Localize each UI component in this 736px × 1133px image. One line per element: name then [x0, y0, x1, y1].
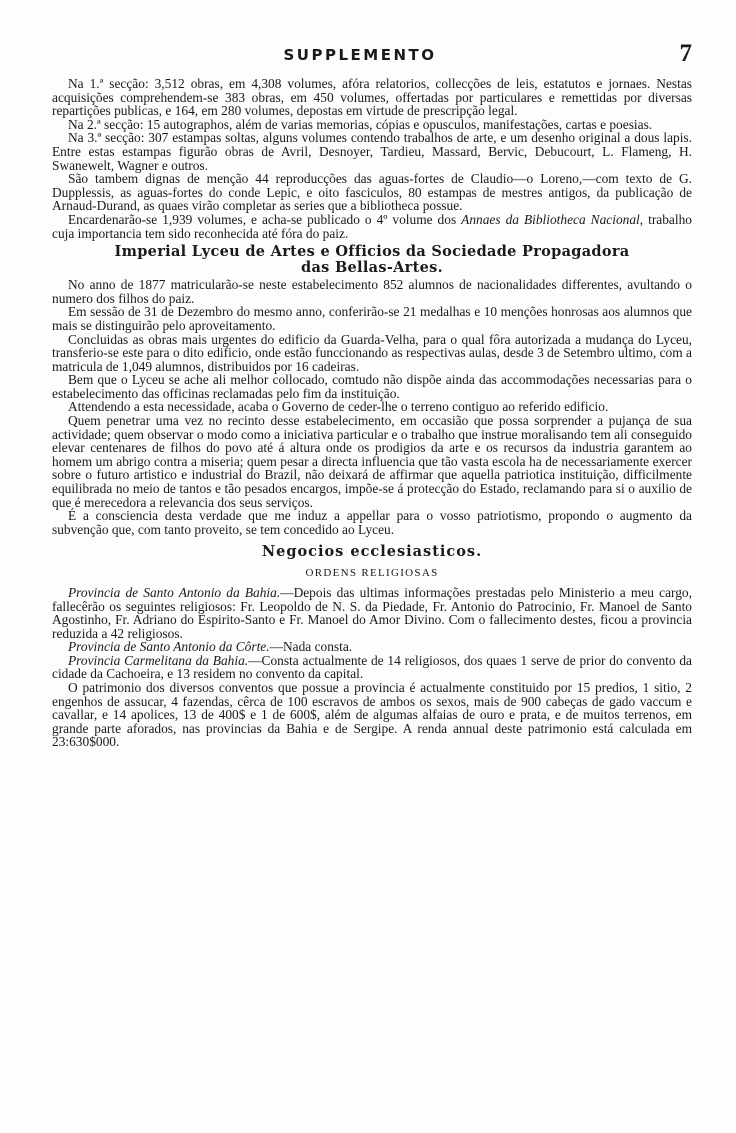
page-number: 7 — [679, 40, 692, 67]
paragraph-province-carmelite — [52, 654, 692, 681]
section-heading-ecclesiastical: Negocios ecclesiasticos. — [261, 543, 483, 561]
paragraph-lyceum-building: Concluidas as obras mais urgentes do edificio da Guarda-Velha, para o qual fôra autorizada a mudança do Lyceu, transferio-se este para o dito edificio, onde estão funccionando as respectivas aulas, desde 3 de Setembro ultimo, com a matricula de 1,049 alumnos, distribuidos por 16 cadeiras. — [52, 331, 692, 374]
page-header — [52, 40, 692, 72]
province-corte-text: —Nada consta. — [269, 639, 353, 655]
page-body — [52, 77, 692, 749]
bindings-text-end: , trabalho cuja importancia tem sido reconhecida até fóra do paiz. — [52, 211, 692, 241]
paragraph-lyceum-medals: Em sessão de 31 de Dezembro do mesmo anno, conferirão-se 21 medalhas e 10 menções honrosas aos alumnos que mais se distinguirão pelo aproveitamento. — [52, 304, 692, 333]
province-bahia-text: —Depois das ultimas informações prestadas pelo Ministerio a meu cargo, fallecêrão os seguintes religiosos: Fr. Leopoldo de N. S. da Piedade, Fr. Antonio do Patrocinio, Fr. Manoel de Santo Agostinho, Fr. Adriano do Espirito-Santo e Fr. Manoel do Amor Divino. Com o fallecimento destes, ficou a provincia reduzida a 42 religiosos. — [52, 584, 692, 641]
bindings-text-start: Encardenarão-se 1,939 volumes, e acha-se publicado o 4º volume dos — [68, 211, 462, 227]
subheading-religious-orders: ORDENS RELIGIOSAS — [305, 566, 439, 579]
paragraph-lyceum-workshops: Bem que o Lyceu se ache ali melhor collocado, comtudo não dispõe ainda das accommodações necessarias para o estabelecimento das officinas reclamadas pelo fim da instituição. — [52, 372, 692, 401]
paragraph-lyceum-enrolment: No anno de 1877 matricularão-se neste estabelecimento 852 alumnos de nacionalidades differentes, avultando o numero dos filhos do paiz. — [52, 277, 692, 306]
section-heading-lyceum-line2: das Bellas-Artes. — [301, 258, 443, 276]
paragraph-lyceum-appraisal: Quem penetrar uma vez no recinto desse estabelecimento, em occasião que possa sorprender a pujança de sua actividade; quem observar o modo como a iniciativa particular e o trabalho que instrue moralisando tem ali conseguido elevar centenares de filhos do povo até á altura onde os prodigios da arte e os recursos da industria garantem ao homem um abrigo contra a miseria; quem pesar a directa influencia que tão vasta escola ha de necessariamente exercer sobre o futuro artistico e industrial do Brazil, não deixará de affirmar que aquella patriotica instituição, difficilmente equilibrada no meio de tantos e tão pesados encargos, impõe-se á protecção do Estado, reclamando para si o auxilio de que é merecedora a relevancia dos seus serviços. — [52, 413, 692, 510]
paragraph-lyceum-appeal: É a consciencia desta verdade que me induz a appellar para o vosso patriotismo, propondo o augmento da subvenção que, com tanto proveito, se tem concedido ao Lyceu. — [52, 508, 692, 537]
paragraph-province-corte — [52, 640, 692, 654]
paragraph-library-bindings — [52, 213, 692, 240]
paragraph-library-section-3: Na 3.ª secção: 307 estampas soltas, alguns volumes contendo trabalhos de arte, e um desenho original a dous lapis. Entre estas estampas figurão obras de Avril, Desnoyer, Tardieu, Massard, Bervic, Debucourt, L. Flameng, H. Swanewelt, Wagner e outros. — [52, 130, 692, 173]
running-title: SUPPLEMENTO — [283, 46, 437, 64]
section-heading-lyceum — [52, 244, 692, 275]
paragraph-patrimony: O patrimonio dos diversos conventos que possue a provincia é actualmente constituido por 15 predios, 1 sitio, 2 engenhos de assucar, 4 fazendas, cêrca de 100 escravos de ambos os sexos, mais de 900 cabeças de gado vaccum e cavallar, e 14 apolices, 13 de 400$ e 1 de 600$, além de algumas alfaias de ouro e prata, e de muitos terrenos, em grande parte aforados, nas provincias da Bahia e de Sergipe. A renda annual deste patrimonio está calculada em 23:630$000. — [52, 680, 692, 750]
annaes-title: Annaes da Bibliotheca Nacional — [461, 211, 640, 227]
paragraph-library-section-2: Na 2.ª secção: 15 autographos, além de varias memorias, cópias e opusculos, manifestações, cartas e poesias. — [68, 116, 653, 132]
province-corte-name: Provincia de Santo Antonio da Côrte. — [68, 639, 270, 655]
section-heading-lyceum-line1: Imperial Lyceu de Artes e Officios da Sociedade Propagadora — [114, 243, 630, 261]
province-bahia-name: Provincia de Santo Antonio da Bahia. — [68, 584, 281, 600]
province-carmelite-name: Provincia Carmelitana da Bahia. — [68, 652, 249, 668]
paragraph-library-section-1: Na 1.ª secção: 3,512 obras, em 4,308 volumes, afóra relatorios, collecções de leis, estatutos e jornaes. Nestas acquisições comprehendem-se 383 obras, em 450 volumes, offertadas por particulares e remettidas por diversas repartições publicas, e 164, em 280 volumes, depostas em virtude de prescripção legal. — [52, 76, 692, 119]
paragraph-lyceum-land: Attendendo a esta necessidade, acaba o Governo de ceder-lhe o terreno contiguo ao referido edificio. — [68, 399, 609, 415]
paragraph-province-bahia — [52, 586, 692, 640]
province-carmelite-text: —Consta actualmente de 14 religiosos, dos quaes 1 serve de prior do convento da cidade da Cachoeira, e 13 residem no convento da capital. — [52, 652, 692, 682]
paragraph-library-reproductions: São tambem dignas de menção 44 reproducções das aguas-fortes de Claudio—o Loreno,—com texto de G. Dupplessis, as aguas-fortes do conde Lepic, e oito fasciculos, 80 estampas de mestres antigos, da publicação de Arnaud-Durand, as quaes virão completar as series que a bibliotheca possue. — [52, 171, 692, 214]
